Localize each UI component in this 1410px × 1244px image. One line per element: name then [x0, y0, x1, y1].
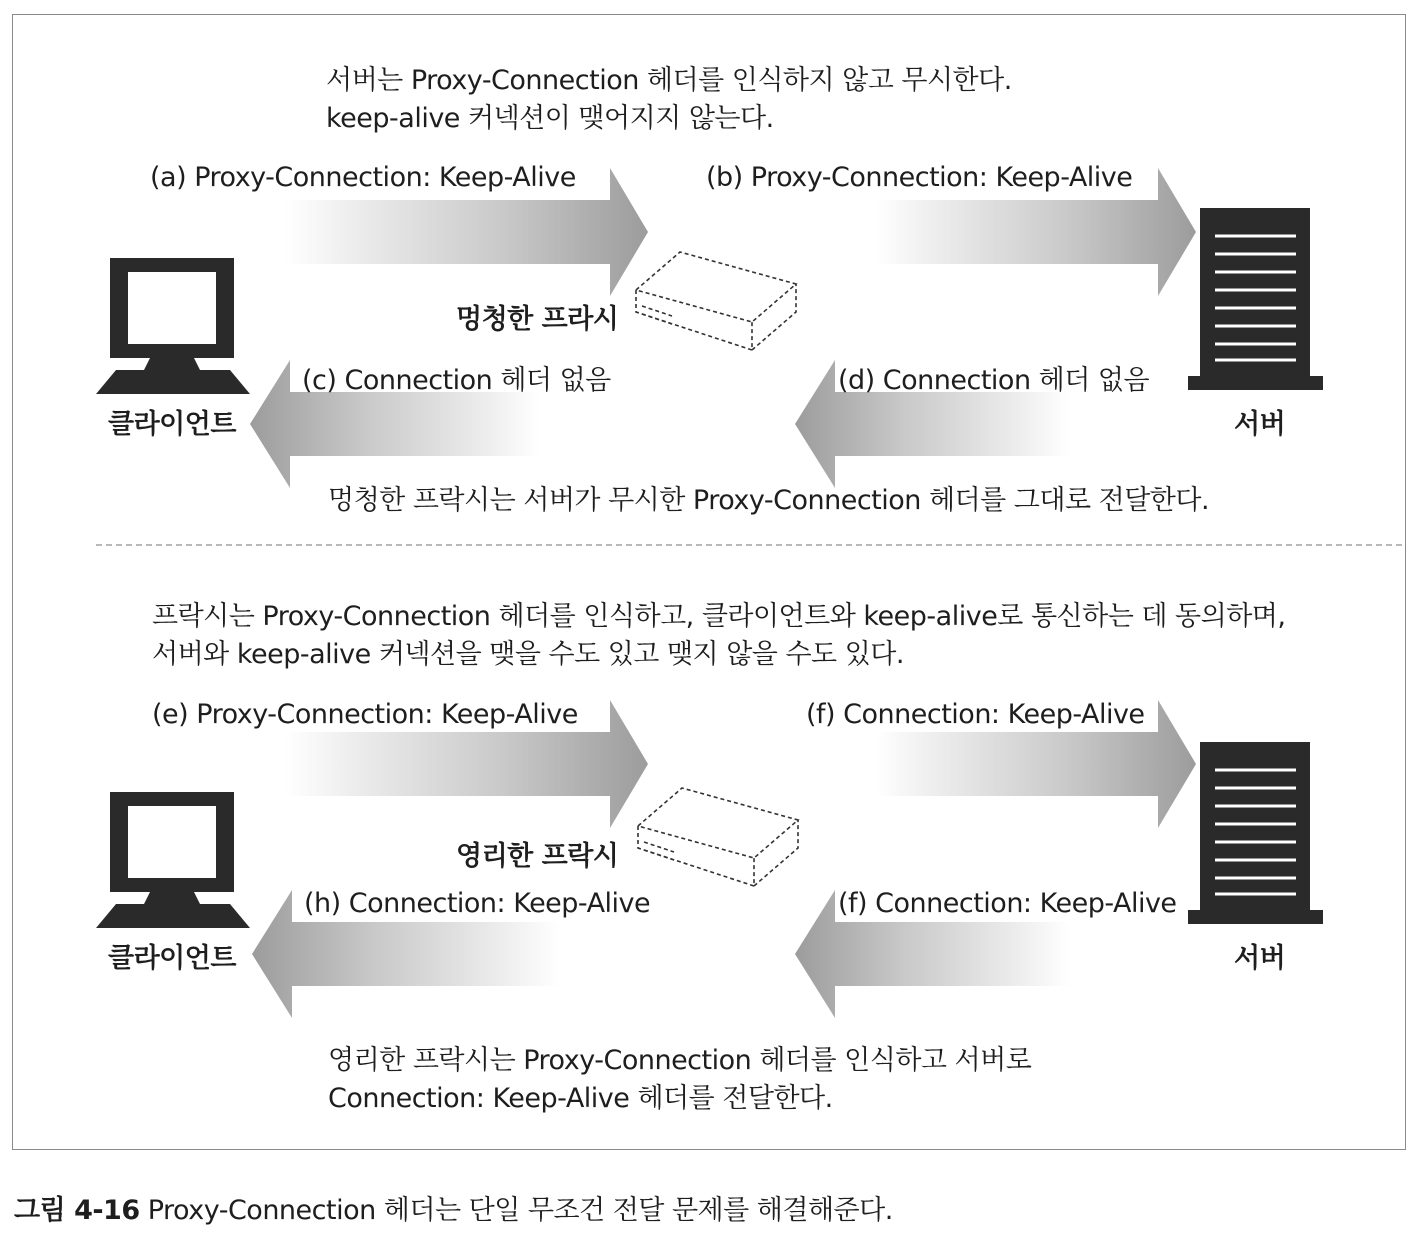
proxy-box-icon-2	[638, 788, 798, 886]
figure-caption-text: Proxy-Connection 헤더는 단일 무조건 전달 문제를 해결해준다.	[139, 1195, 893, 1226]
label-h: (h) Connection: Keep-Alive	[304, 888, 651, 919]
label-e: (e) Proxy-Connection: Keep-Alive	[152, 699, 578, 730]
bottom-note-line-1: 프락시는 Proxy-Connection 헤더를 인식하고, 클라이언트와 keep-alive로 통신하는 데 동의하며,	[152, 601, 1286, 632]
label-c: (c) Connection 헤더 없음	[302, 365, 611, 396]
section-divider	[96, 544, 1402, 546]
label-f1: (f) Connection: Keep-Alive	[806, 699, 1145, 730]
server-tower-icon	[1188, 208, 1323, 390]
figure-number: 그림 4-16	[14, 1195, 140, 1226]
server-label-2: 서버	[1234, 943, 1286, 974]
bottom-note-2-line-2: Connection: Keep-Alive 헤더를 전달한다.	[328, 1083, 833, 1114]
client-label: 클라이언트	[108, 409, 236, 440]
server-label: 서버	[1234, 409, 1286, 440]
top-note-line-2: keep-alive 커넥션이 맺어지지 않는다.	[326, 103, 774, 134]
label-a: (a) Proxy-Connection: Keep-Alive	[150, 162, 576, 193]
top-bottom-note: 멍청한 프락시는 서버가 무시한 Proxy-Connection 헤더를 그대로 전달한다.	[328, 485, 1210, 516]
figure-caption	[14, 1188, 893, 1227]
label-d: (d) Connection 헤더 없음	[838, 365, 1150, 396]
client-computer-icon	[96, 258, 250, 394]
bottom-note-line-2: 서버와 keep-alive 커넥션을 맺을 수도 있고 맺지 않을 수도 있다.	[152, 639, 904, 670]
top-note-line-1: 서버는 Proxy-Connection 헤더를 인식하지 않고 무시한다.	[326, 65, 1012, 96]
label-b: (b) Proxy-Connection: Keep-Alive	[706, 162, 1133, 193]
bottom-note-2-line-1: 영리한 프락시는 Proxy-Connection 헤더를 인식하고 서버로	[328, 1045, 1032, 1076]
smart-proxy-label: 영리한 프락시	[456, 841, 619, 872]
client-computer-icon-2	[96, 792, 250, 928]
proxy-box-icon	[636, 252, 796, 350]
client-label-2: 클라이언트	[108, 943, 236, 974]
dumb-proxy-label: 멍청한 프라시	[456, 304, 619, 335]
label-f2: (f) Connection: Keep-Alive	[838, 888, 1177, 919]
server-tower-icon-2	[1188, 742, 1323, 924]
